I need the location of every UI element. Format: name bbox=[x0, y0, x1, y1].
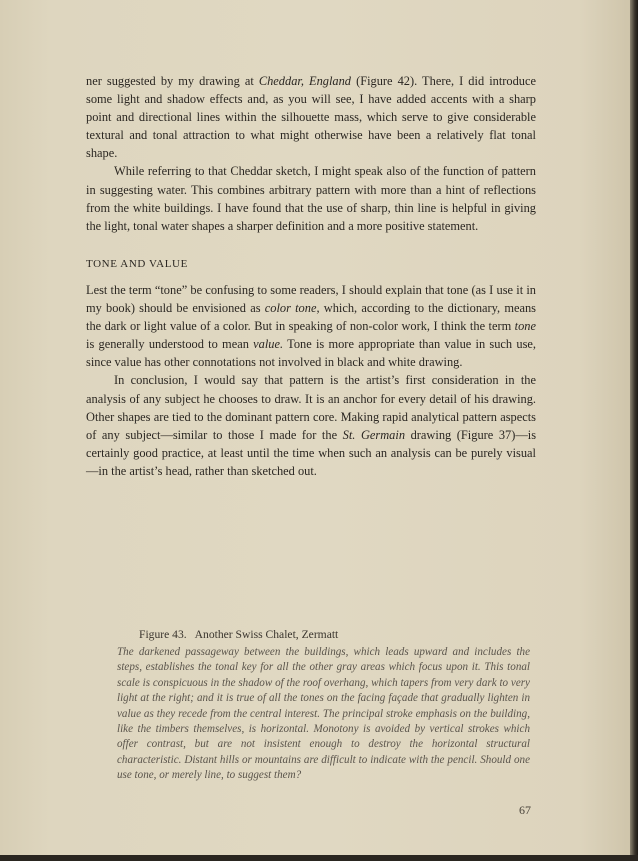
paragraph-1-text-b: (Figure 42). There, I did introduce some light and shadow effects and, as you will see, I have added accents with a sharp point and directional lines within the silhouette mass, which serve to give considerable textural and tonal attraction to what might otherwise have been a relatively flat tonal shape. bbox=[86, 74, 536, 161]
binding-edge bbox=[630, 0, 638, 861]
paragraph-3-text-d: Tone is more appropriate than value in such use, since value has other connotations not involved in black and white drawing. bbox=[86, 337, 536, 370]
paragraph-4-italic: St. Germain bbox=[342, 427, 406, 442]
paragraph-1 bbox=[86, 72, 536, 162]
paragraph-3-italic-1: color tone, bbox=[264, 301, 320, 316]
body-text-upper bbox=[86, 72, 536, 235]
bottom-edge bbox=[0, 855, 638, 861]
paragraph-3 bbox=[86, 281, 536, 371]
section-heading: TONE AND VALUE bbox=[86, 258, 188, 270]
paragraph-3-italic-2: tone bbox=[514, 319, 536, 334]
paragraph-1-text-a: ner suggested by my drawing at bbox=[86, 74, 259, 88]
page-number: 67 bbox=[519, 803, 531, 817]
figure-title-text: Another Swiss Chalet, Zermatt bbox=[194, 628, 339, 641]
paragraph-3-text-b: which, according to the dictionary, means the dark or light value of a color. But in speaking of non-color work, I think the term bbox=[86, 301, 536, 334]
body-text-lower bbox=[86, 281, 536, 480]
paragraph-3-italic-3: value. bbox=[253, 337, 284, 352]
figure-caption: The darkened passageway between the buildings, which leads upward and includes the steps, establishes the tonal key for all the other gray areas which focus upon it. This tonal scale is conspicuous in the shadow of the roof overhang, which tapers from very dark to very light at the right; and it is true of all the tones on the facing façade that gradually lighten in value as they recede from the central interest. The principal stroke emphasis on the building, like the timbers themselves, is horizontal. Monotony is avoided by vertical strokes which offer contrast, but are not insistent enough to destroy the horizontal structural characteristic. Distant hills or mountains are difficult to indicate with the pencil. Should one use tone, or merely line, to suggest them? bbox=[117, 646, 530, 782]
paragraph-2: While referring to that Cheddar sketch, I might speak also of the function of pattern in suggesting water. This combines arbitrary pattern with more than a hint of reflections from the white buildings. I have found that the use of sharp, thin line is helpful in giving the light, tonal water shapes a sharper definition and a more positive statement. bbox=[86, 164, 536, 233]
paragraph-1-italic: Cheddar, England bbox=[258, 74, 351, 88]
paragraph-3-text-c: is generally understood to mean bbox=[86, 337, 254, 352]
figure-number: Figure 43. bbox=[139, 628, 187, 641]
paragraph-3-text-a: Lest the term “tone” be confusing to some readers, I should explain that tone (as I use it in my book) should be envisioned as bbox=[86, 283, 536, 316]
figure-title bbox=[139, 628, 338, 641]
paragraph-4 bbox=[86, 371, 536, 480]
paragraph-4-text-a: In conclusion, I would say that pattern is the artist’s first consideration in the analysis of any subject he chooses to draw. It is an anchor for every detail of his drawing. Other shapes are tied to the dominant pattern core. Making rapid analytical pattern aspects of any subject—similar to those I made for the bbox=[86, 373, 536, 442]
paragraph-4-text-b: drawing (Figure 37)—is certainly good practice, at least until the time when such an analysis can be purely visual—in the artist’s head, rather than sketched out. bbox=[86, 427, 537, 478]
